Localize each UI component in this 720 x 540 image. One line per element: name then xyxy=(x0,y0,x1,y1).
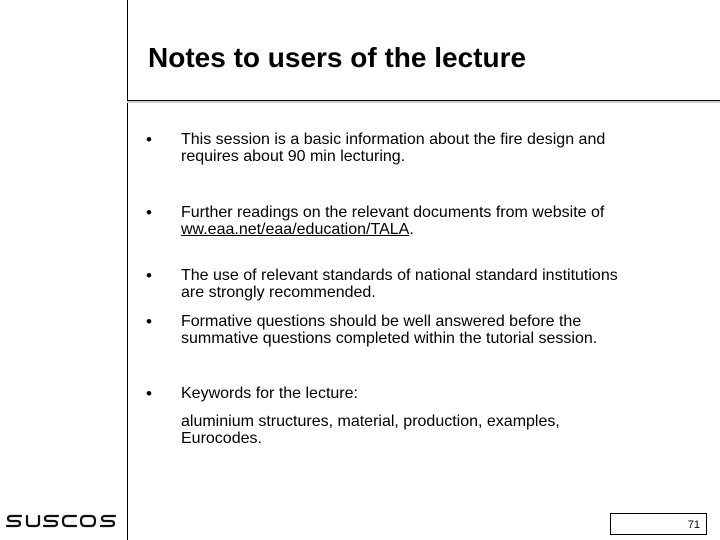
bullet-marker: • xyxy=(146,266,152,285)
bullet-marker: • xyxy=(146,384,152,403)
bullet-item-2 xyxy=(181,204,701,238)
bullet-marker: • xyxy=(146,312,152,331)
bullet-item-5 xyxy=(181,385,701,402)
bullet-item-1-line2: requires about 90 min lecturing. xyxy=(181,148,406,165)
keywords-line1: aluminium structures, material, production, examples, xyxy=(181,413,560,430)
link-suffix: . xyxy=(409,221,414,238)
page-number-box xyxy=(610,513,707,535)
bullet-item-2-line2 xyxy=(181,221,701,238)
company-logo xyxy=(5,513,123,535)
bullet-item-3 xyxy=(181,267,701,301)
bullet-marker: • xyxy=(146,203,152,222)
education-link[interactable]: ww.eaa.net/eaa/education/TALA xyxy=(181,221,410,238)
keywords-list xyxy=(181,413,701,447)
page-number: 71 xyxy=(687,519,700,531)
keywords-line2: Eurocodes. xyxy=(181,430,262,447)
bullet-marker: • xyxy=(146,130,152,149)
bullet-item-3-line2: are strongly recommended. xyxy=(181,284,376,301)
bullet-item-1 xyxy=(181,131,701,165)
bullet-item-4-line2: summative questions completed within the tutorial session. xyxy=(181,330,598,347)
title-divider-shadow xyxy=(127,101,720,103)
bullet-item-5-line1: Keywords for the lecture: xyxy=(181,385,358,402)
logo-wordmark-icon xyxy=(5,513,123,529)
bullet-item-2-line1: Further readings on the relevant documents from website of xyxy=(181,204,605,221)
bullet-item-4-line1: Formative questions should be well answered before the xyxy=(181,313,582,330)
slide-title: Notes to users of the lecture xyxy=(148,42,527,73)
bullet-item-1-line1: This session is a basic information about the fire design and xyxy=(181,131,606,148)
bullet-item-3-line1: The use of relevant standards of national standard institutions xyxy=(181,267,618,284)
left-vertical-rule xyxy=(127,0,128,540)
bullet-item-4 xyxy=(181,313,701,347)
